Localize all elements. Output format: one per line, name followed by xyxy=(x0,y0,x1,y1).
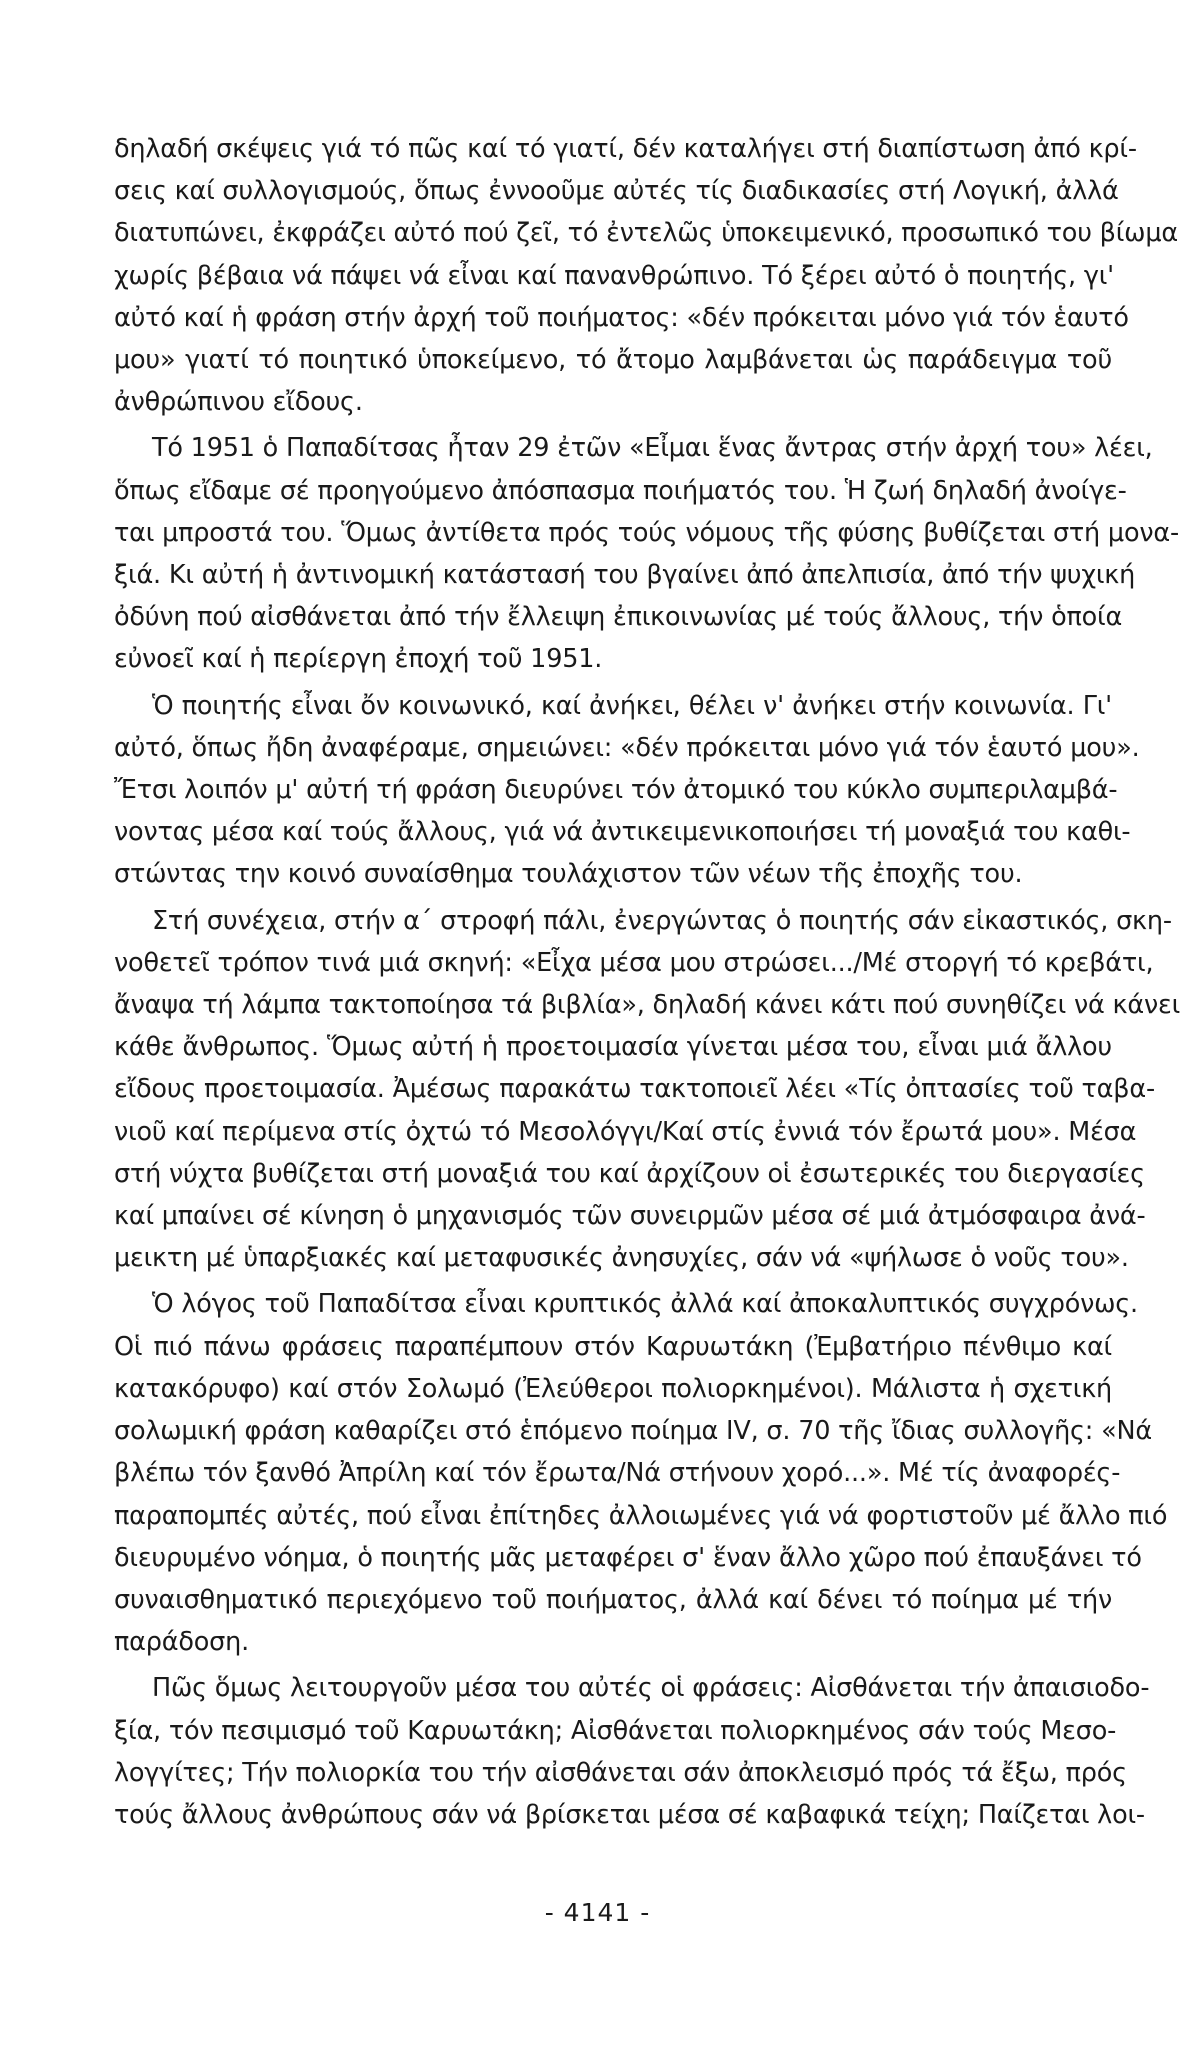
text-line: βλέπω τόν ξανθό Ἀπρίλη καί τόν ἔρωτα/Νά στήνουν χορό...». Μέ τίς ἀναφορές- xyxy=(114,1458,1121,1489)
text-line: συναισθηματικό περιεχόμενο τοῦ ποιήματος, ἀλλά καί δένει τό ποίημα μέ τήν xyxy=(114,1584,1112,1615)
text-line: μεικτη μέ ὑπαρξιακές καί μεταφυσικές ἀνησυχίες, σάν νά «ψήλωσε ὁ νοῦς του». xyxy=(114,1243,1129,1274)
text-line: παράδοση. xyxy=(114,1627,249,1658)
text-line: παραπομπές αὐτές, πού εἶναι ἐπίτηδες ἀλλοιωμένες γιά νά φορτιστοῦν μέ ἄλλο πιό xyxy=(114,1500,1168,1531)
page-number: - 4141 - xyxy=(544,1898,651,1927)
text-line: λογγίτες; Τήν πολιορκία του τήν αἰσθάνεται σάν ἀποκλεισμό πρός τά ἔξω, πρός xyxy=(114,1757,1127,1788)
text-line: νιοῦ καί περίμενα στίς ὀχτώ τό Μεσολόγγι/Καί στίς ἐννιά τόν ἔρωτά μου». Μέσα xyxy=(114,1116,1137,1147)
text-line: διατυπώνει, ἐκφράζει αὐτό πού ζεῖ, τό ἐντελῶς ὑποκειμενικό, προσωπικό του βίωμα xyxy=(114,218,1178,249)
text-line: ξία, τόν πεσιμισμό τοῦ Καρυωτάκη; Αἰσθάνεται πολιορκημένος σάν τούς Μεσο- xyxy=(114,1715,1117,1746)
text-line: σεις καί συλλογισμούς, ὅπως ἐννοοῦμε αὐτές τίς διαδικασίες στή Λογική, ἀλλά xyxy=(114,176,1119,207)
paragraph-4 xyxy=(114,900,1181,1280)
text-line: Στή συνέχεια, στήν α΄ στροφή πάλι, ἐνεργώντας ὁ ποιητής σάν εἰκαστικός, σκη- xyxy=(152,905,1172,936)
text-line: σολωμική φράση καθαρίζει στό ἑπόμενο ποίημα IV, σ. 70 τῆς ἴδιας συλλογῆς: «Νά xyxy=(114,1416,1152,1447)
text-line: δηλαδή σκέψεις γιά τό πῶς καί τό γιατί, δέν καταλήγει στή διαπίστωση ἀπό κρί- xyxy=(114,134,1137,164)
text-line: Οἱ πιό πάνω φράσεις παραπέμπουν στόν Καρυωτάκη (Ἐμβατήριο πένθιμο καί xyxy=(114,1331,1112,1362)
text-line: αὐτό, ὅπως ἤδη ἀναφέραμε, σημειώνει: «δέν πρόκειται μόνο γιά τόν ἑαυτό μου». xyxy=(114,732,1140,763)
paragraph-3 xyxy=(114,685,1140,896)
text-line: νοθετεῖ τρόπον τινά μιά σκηνή: «Εἶχα μέσα μου στρώσει.../Μέ στοργή τό κρεβάτι, xyxy=(114,947,1154,978)
text-line: διευρυμένο νόημα, ὁ ποιητής μᾶς μεταφέρει σ' ἕναν ἄλλο χῶρο πού ἐπαυξάνει τό xyxy=(114,1542,1142,1573)
text-line: εὐνοεῖ καί ἡ περίεργη ἐποχή τοῦ 1951. xyxy=(114,644,603,675)
text-line: ξιά. Κι αὐτή ἡ ἀντινομική κατάστασή του βγαίνει ἀπό ἀπελπισία, ἀπό τήν ψυχική xyxy=(114,560,1136,591)
text-line: Τό 1951 ὁ Παπαδίτσας ἦταν 29 ἐτῶν «Εἶμαι ἕνας ἄντρας στήν ἀρχή του» λέει, xyxy=(152,433,1153,464)
text-line: νοντας μέσα καί τούς ἄλλους, γιά νά ἀντικειμενικοποιήσει τή μοναξιά του καθι- xyxy=(114,817,1131,848)
text-body xyxy=(114,128,1181,1836)
text-line: ὅπως εἴδαμε σέ προηγούμενο ἀπόσπασμα ποιήματός του. Ἡ ζωή δηλαδή ἀνοίγε- xyxy=(114,475,1127,506)
text-line: Ἔτσι λοιπόν μ' αὐτή τή φράση διευρύνει τόν ἀτομικό του κύκλο συμπεριλαμβά- xyxy=(114,775,1118,806)
paragraph-2 xyxy=(114,427,1180,680)
text-line: ται μπροστά του. Ὅμως ἀντίθετα πρός τούς νόμους τῆς φύσης βυθίζεται στή μονα- xyxy=(114,517,1180,548)
paragraph-1 xyxy=(114,128,1178,423)
text-line: καί μπαίνει σέ κίνηση ὁ μηχανισμός τῶν συνειρμῶν μέσα σέ μιά ἀτμόσφαιρα ἀνά- xyxy=(114,1201,1146,1232)
text-line: στή νύχτα βυθίζεται στή μοναξιά του καί ἀρχίζουν οἱ ἐσωτερικές του διεργασίες xyxy=(114,1158,1145,1189)
text-line: Ὁ λόγος τοῦ Παπαδίτσα εἶναι κρυπτικός ἀλλά καί ἀποκαλυπτικός συγχρόνως. xyxy=(152,1289,1138,1320)
text-line: ἀνθρώπινου εἴδους. xyxy=(114,387,363,418)
text-line: χωρίς βέβαια νά πάψει νά εἶναι καί πανανθρώπινο. Τό ξέρει αὐτό ὁ ποιητής, γι' xyxy=(114,260,1114,291)
text-line: κατακόρυφο) καί στόν Σολωμό (Ἐλεύθεροι πολιορκημένοι). Μάλιστα ἡ σχετική xyxy=(114,1373,1112,1404)
text-line: στώντας την κοινό συναίσθημα τουλάχιστον τῶν νέων τῆς ἐποχῆς του. xyxy=(114,859,1023,890)
text-line: ὀδύνη πού αἰσθάνεται ἀπό τήν ἔλλειψη ἐπικοινωνίας μέ τούς ἄλλους, τήν ὁποία xyxy=(114,602,1123,633)
paragraph-5 xyxy=(114,1283,1168,1663)
text-line: τούς ἄλλους ἀνθρώπους σάν νά βρίσκεται μέσα σέ καβαφικά τείχη; Παίζεται λοι- xyxy=(114,1799,1145,1830)
text-line: εἴδους προετοιμασία. Ἀμέσως παρακάτω τακτοποιεῖ λέει «Τίς ὀπτασίες τοῦ ταβα- xyxy=(114,1074,1155,1105)
text-line: ἄναψα τή λάμπα τακτοποίησα τά βιβλία», δηλαδή κάνει κάτι πού συνηθίζει νά κάνει xyxy=(114,990,1181,1021)
text-line: κάθε ἄνθρωπος. Ὅμως αὐτή ἡ προετοιμασία γίνεται μέσα του, εἶναι μιά ἄλλου xyxy=(114,1032,1112,1063)
text-line: Ὁ ποιητής εἶναι ὄν κοινωνικό, καί ἀνήκει, θέλει ν' ἀνήκει στήν κοινωνία. Γι' xyxy=(152,690,1112,721)
text-line: αὐτό καί ἡ φράση στήν ἀρχή τοῦ ποιήματος: «δέν πρόκειται μόνο γιά τόν ἑαυτό xyxy=(114,302,1129,333)
text-line: Πῶς ὅμως λειτουργοῦν μέσα του αὐτές οἱ φράσεις: Αἰσθάνεται τήν ἀπαισιοδο- xyxy=(152,1673,1150,1704)
paragraph-6 xyxy=(114,1667,1150,1836)
text-line: μου» γιατί τό ποιητικό ὑποκείμενο, τό ἄτομο λαμβάνεται ὡς παράδειγμα τοῦ xyxy=(114,345,1112,376)
